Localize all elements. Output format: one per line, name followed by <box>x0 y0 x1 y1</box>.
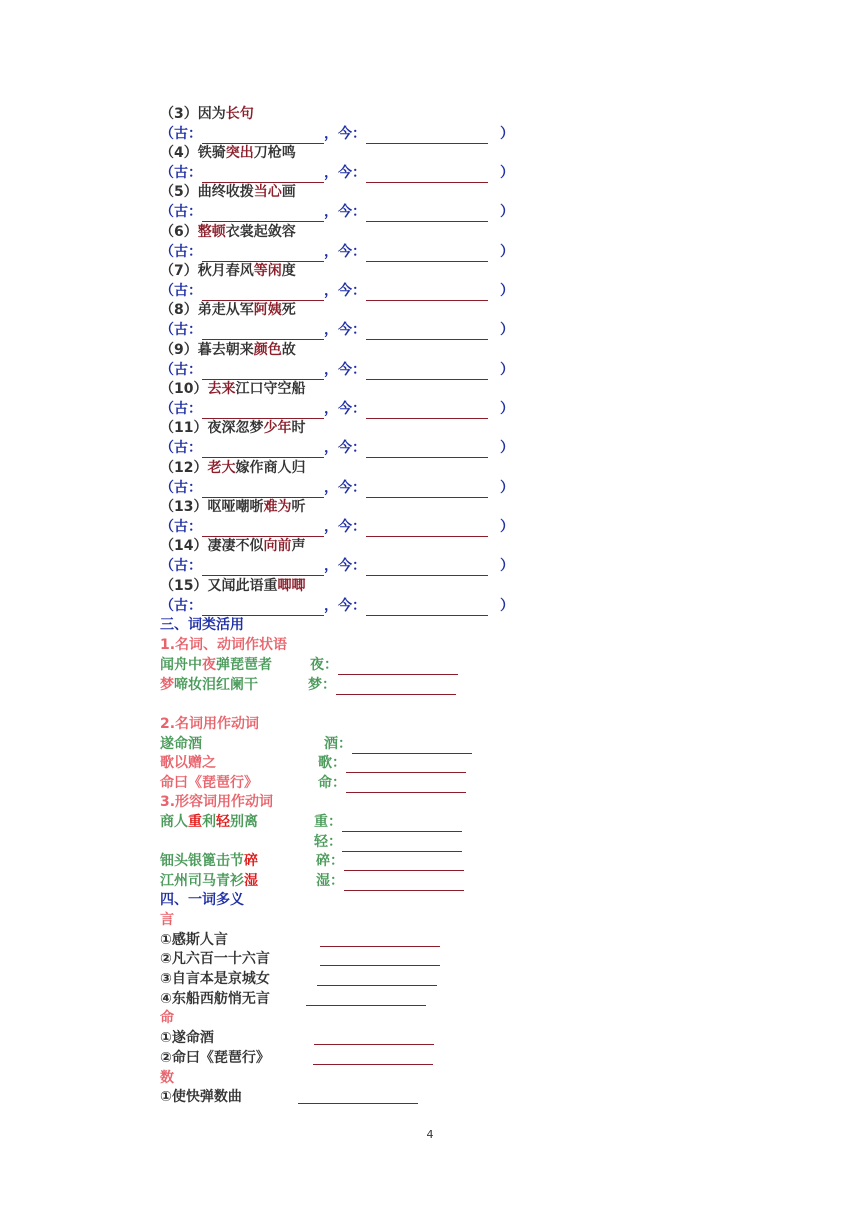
s3-key-ming: 命： <box>318 773 466 793</box>
s3-key-ge: 歌： <box>318 753 466 773</box>
yan-blank-3 <box>317 969 437 986</box>
answer-line-10: （古： ，今： ） <box>160 401 514 417</box>
s3-line-zhong: 商人重利轻别离 <box>160 814 258 830</box>
word-ming: 命 <box>160 1010 174 1026</box>
s3-line-sui: 钿头银篦击节碎 <box>160 853 258 869</box>
yan-item-1: ①感斯人言 <box>160 932 228 948</box>
s3-line-meng: 梦啼妆泪红阑干 <box>160 677 258 693</box>
section-3-sub2: 2.名词用作动词 <box>160 716 260 732</box>
word-shu: 数 <box>160 1070 174 1086</box>
answer-line-3: （古： ，今： ） <box>160 126 514 142</box>
s3-line-ming: 命曰《琵琶行》 <box>160 775 258 791</box>
answer-line-8: （古： ，今： ） <box>160 322 514 338</box>
item-8: （8）弟走从军阿姨死 <box>160 302 296 318</box>
yan-blank-2 <box>320 949 440 966</box>
section-3-sub3: 3.形容词用作动词 <box>160 794 274 810</box>
yan-item-2: ②凡六百一十六言 <box>160 951 270 967</box>
page-number: 4 <box>426 1128 434 1141</box>
yan-item-4: ④东船西舫悄无言 <box>160 991 270 1007</box>
shu-blank-1 <box>298 1087 418 1104</box>
answer-line-15: （古： ，今： ） <box>160 598 514 614</box>
section-3-sub1: 1.名词、动词作状语 <box>160 637 288 653</box>
s3-line-ye: 闻舟中夜弹琵琶者 <box>160 657 272 673</box>
ming-blank-1 <box>314 1028 434 1045</box>
answer-line-13: （古： ，今： ） <box>160 519 514 535</box>
s3-key-jiu: 酒： <box>324 734 472 754</box>
item-13: （13）呕哑嘲哳难为听 <box>160 499 306 515</box>
s3-line-shi: 江州司马青衫湿 <box>160 873 258 889</box>
answer-line-11: （古： ，今： ） <box>160 440 514 456</box>
item-4: （4）铁骑突出刀枪鸣 <box>160 145 296 161</box>
item-7: （7）秋月春风等闲度 <box>160 263 296 279</box>
s3-key-zhong: 重： <box>314 812 462 832</box>
s3-line-ge: 歌以赠之 <box>160 755 216 771</box>
s3-key-qing: 轻： <box>314 832 462 852</box>
s3-key-shi: 湿： <box>316 871 464 891</box>
section-3-title: 三、词类活用 <box>160 617 244 633</box>
answer-line-4: （古： ，今： ） <box>160 165 514 181</box>
yan-blank-4 <box>306 989 426 1006</box>
yan-blank-1 <box>320 930 440 947</box>
shu-item-1: ①使快弹数曲 <box>160 1089 242 1105</box>
item-12: （12）老大嫁作商人归 <box>160 460 306 476</box>
yan-item-3: ③自言本是京城女 <box>160 971 270 987</box>
s3-key-sui: 碎： <box>316 851 464 871</box>
section-4-title: 四、一词多义 <box>160 892 244 908</box>
ming-item-2: ②命曰《琵琶行》 <box>160 1050 270 1066</box>
answer-line-14: （古： ，今： ） <box>160 558 514 574</box>
answer-line-6: （古： ，今： ） <box>160 244 514 260</box>
item-15: （15）又闻此语重唧唧 <box>160 578 306 594</box>
item-10: （10）去来江口守空船 <box>160 381 306 397</box>
ming-blank-2 <box>313 1048 433 1065</box>
word-yan: 言 <box>160 912 174 928</box>
item-11: （11）夜深忽梦少年时 <box>160 420 306 436</box>
item-9: （9）暮去朝来颜色故 <box>160 342 296 358</box>
answer-line-12: （古： ，今： ） <box>160 480 514 496</box>
ming-item-1: ①遂命酒 <box>160 1030 214 1046</box>
answer-line-5: （古： ，今： ） <box>160 204 514 220</box>
s3-key-ye: 夜： <box>310 655 458 675</box>
answer-line-9: （古： ，今： ） <box>160 362 514 378</box>
item-14: （14）凄凄不似向前声 <box>160 538 306 554</box>
s3-key-meng: 梦： <box>308 675 456 695</box>
item-5: （5）曲终收拨当心画 <box>160 184 296 200</box>
s3-line-jiu: 遂命酒 <box>160 736 202 752</box>
answer-line-7: （古： ，今： ） <box>160 283 514 299</box>
item-3: （3）因为长句 <box>160 106 254 122</box>
item-6: （6）整顿衣裳起敛容 <box>160 224 296 240</box>
